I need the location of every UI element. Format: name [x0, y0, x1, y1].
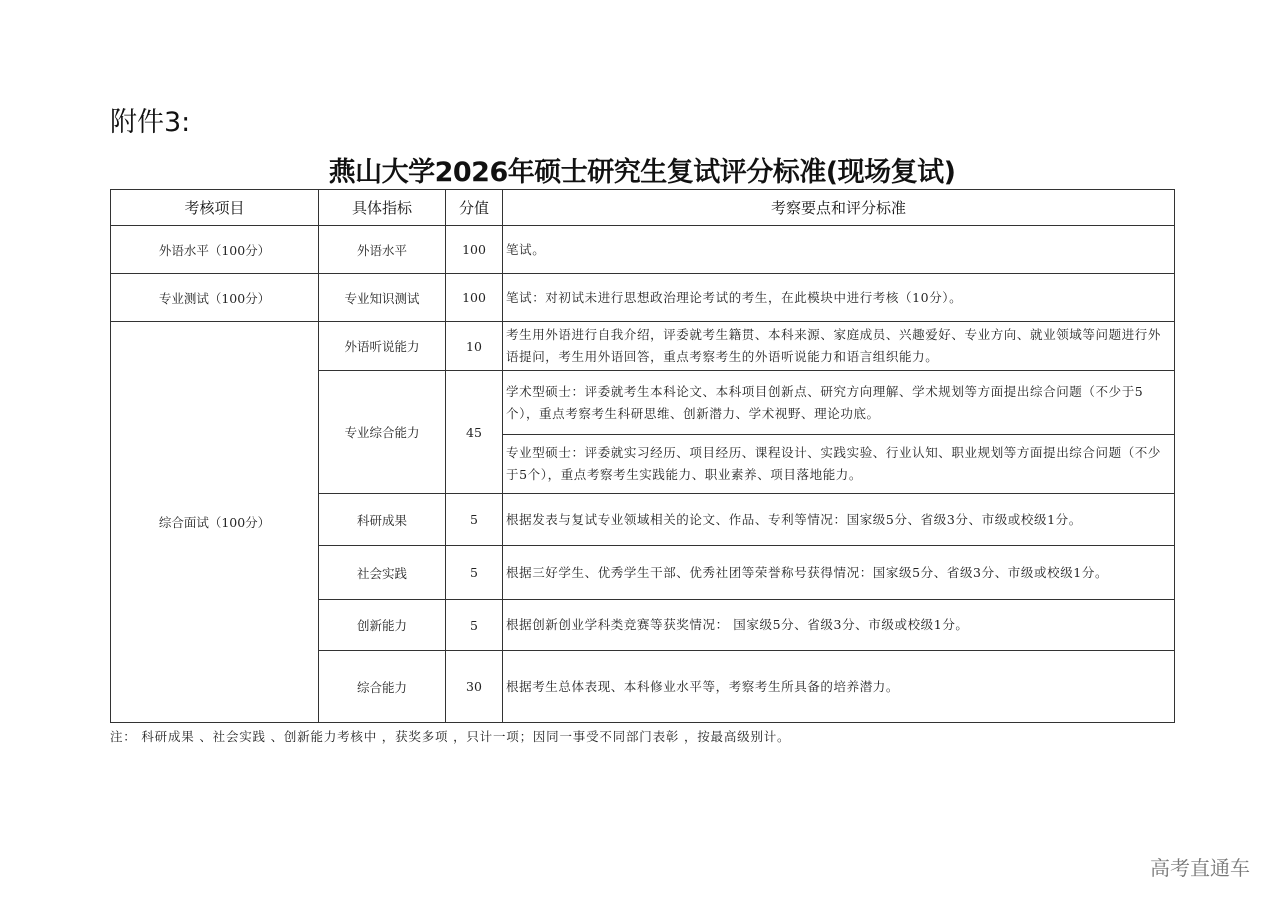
criteria-cell: 根据三好学生、优秀学生干部、优秀社团等荣誉称号获得情况：国家级5分、省级3分、市级或校级1分。 [503, 546, 1175, 600]
score-cell: 10 [446, 322, 503, 371]
score-cell: 100 [446, 226, 503, 274]
indicator-cell: 外语水平 [319, 226, 446, 274]
indicator-cell: 科研成果 [319, 494, 446, 546]
score-cell: 5 [446, 546, 503, 600]
scoring-table [110, 189, 1175, 723]
table-row [111, 226, 1175, 274]
indicator-cell: 专业知识测试 [319, 274, 446, 322]
score-cell: 30 [446, 651, 503, 723]
category-cell: 外语水平（100分） [111, 226, 319, 274]
criteria-cell: 笔试。 [503, 226, 1175, 274]
document-title: 燕山大学2026年硕士研究生复试评分标准(现场复试) [328, 157, 956, 188]
watermark: 高考直通车 [1150, 856, 1250, 880]
header-category: 考核项目 [111, 190, 319, 226]
footnote: 注： 科研成果 、社会实践 、创新能力考核中 ，获奖多项 ，只计一项；因同一事受不同部门表彰 ，按最高级别计。 [110, 729, 791, 744]
category-cell: 专业测试（100分） [111, 274, 319, 322]
header-indicator: 具体指标 [319, 190, 446, 226]
score-cell: 5 [446, 494, 503, 546]
criteria-cell: 根据考生总体表现、本科修业水平等，考察考生所具备的培养潜力。 [503, 651, 1175, 723]
criteria-cell: 根据创新创业学科类竞赛等获奖情况： 国家级5分、省级3分、市级或校级1分。 [503, 600, 1175, 651]
indicator-cell: 专业综合能力 [319, 371, 446, 494]
attachment-label: 附件3: [110, 107, 191, 138]
score-cell: 5 [446, 600, 503, 651]
score-cell: 45 [446, 371, 503, 494]
criteria-cell-academic: 学术型硕士：评委就考生本科论文、本科项目创新点、研究方向理解、学术规划等方面提出综合问题（不少于5个），重点考察考生科研思维、创新潜力、学术视野、理论功底。 [503, 371, 1175, 435]
table-row [111, 274, 1175, 322]
criteria-cell-professional: 专业型硕士：评委就实习经历、项目经历、课程设计、实践实验、行业认知、职业规划等方面提出综合问题（不少于5个），重点考察考生实践能力、职业素养、项目落地能力。 [503, 435, 1175, 494]
criteria-cell: 根据发表与复试专业领域相关的论文、作品、专利等情况：国家级5分、省级3分、市级或校级1分。 [503, 494, 1175, 546]
indicator-cell: 社会实践 [319, 546, 446, 600]
header-criteria: 考察要点和评分标准 [503, 190, 1175, 226]
indicator-cell: 综合能力 [319, 651, 446, 723]
category-cell: 综合面试（100分） [111, 322, 319, 723]
score-cell: 100 [446, 274, 503, 322]
indicator-cell: 创新能力 [319, 600, 446, 651]
indicator-cell: 外语听说能力 [319, 322, 446, 371]
table-row [111, 322, 1175, 371]
table-header-row [111, 190, 1175, 226]
header-score: 分值 [446, 190, 503, 226]
criteria-cell: 笔试：对初试未进行思想政治理论考试的考生，在此模块中进行考核（10分）。 [503, 274, 1175, 322]
criteria-cell: 考生用外语进行自我介绍，评委就考生籍贯、本科来源、家庭成员、兴趣爱好、专业方向、就业领域等问题进行外语提问，考生用外语回答，重点考察考生的外语听说能力和语言组织能力。 [503, 322, 1175, 371]
